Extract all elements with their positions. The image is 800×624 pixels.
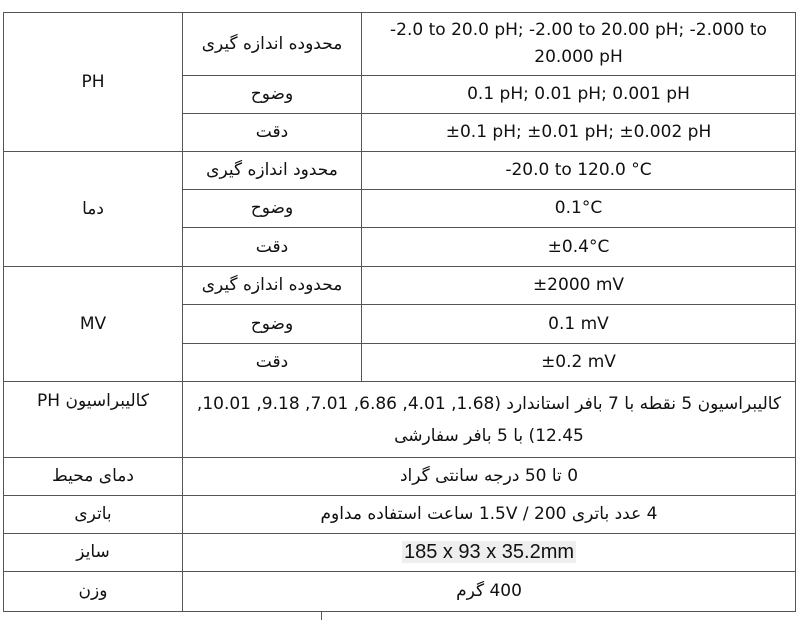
table-row [4,267,796,305]
mv-resolution-value: 0.1 mV [362,305,796,344]
table-row [4,152,796,190]
calibration-value: کالیبراسیون 5 نقطه با 7 بافر استاندارد (1.68, 4.01, 6.86, 7.01, 9.18, 10.01, 12.45) با 5 بافر سفارشی [183,382,796,458]
ambient-temperature-value: 0 تا 50 درجه سانتی گراد [183,458,796,496]
temperature-range-label: محدود اندازه گیری [183,152,362,190]
ph-accuracy-label: دقت [183,114,362,152]
calibration-label: کالیبراسیون PH [4,382,183,458]
ph-resolution-value: 0.1 pH; 0.01 pH; 0.001 pH [362,76,796,114]
temperature-resolution-label: وضوح [183,190,362,228]
weight-value: 400 گرم [183,572,796,612]
ph-accuracy-value: ±0.1 pH; ±0.01 pH; ±0.002 pH [362,114,796,152]
table-row [4,572,796,612]
size-value: 185 x 93 x 35.2mm [403,540,575,563]
specifications-table [3,12,796,612]
battery-label: باتری [4,496,183,534]
table-row [4,458,796,496]
temperature-category: دما [4,152,183,267]
mv-category: MV [4,267,183,382]
ph-category: PH [4,13,183,152]
table-row [4,496,796,534]
temperature-range-value: -20.0 to 120.0 °C [362,152,796,190]
stray-tick-mark [321,612,322,620]
ph-range-label: محدوده اندازه گیری [183,13,362,76]
ambient-temperature-label: دمای محیط [4,458,183,496]
temperature-resolution-value: 0.1°C [362,190,796,228]
size-label: سایز [4,534,183,572]
weight-label: وزن [4,572,183,612]
ph-resolution-label: وضوح [183,76,362,114]
mv-range-value: ±2000 mV [362,267,796,305]
table-row [4,534,796,572]
mv-accuracy-label: دقت [183,344,362,382]
temperature-accuracy-value: ±0.4°C [362,228,796,267]
mv-range-label: محدوده اندازه گیری [183,267,362,305]
mv-accuracy-value: ±0.2 mV [362,344,796,382]
size-cell [183,534,796,572]
ph-range-value: -2.0 to 20.0 pH; -2.00 to 20.00 pH; -2.000 to 20.000 pH [362,13,796,76]
table-row [4,382,796,458]
mv-resolution-label: وضوح [183,305,362,344]
battery-value: 4 عدد باتری 1.5V / 200 ساعت استفاده مداوم [183,496,796,534]
table-row [4,13,796,76]
temperature-accuracy-label: دقت [183,228,362,267]
